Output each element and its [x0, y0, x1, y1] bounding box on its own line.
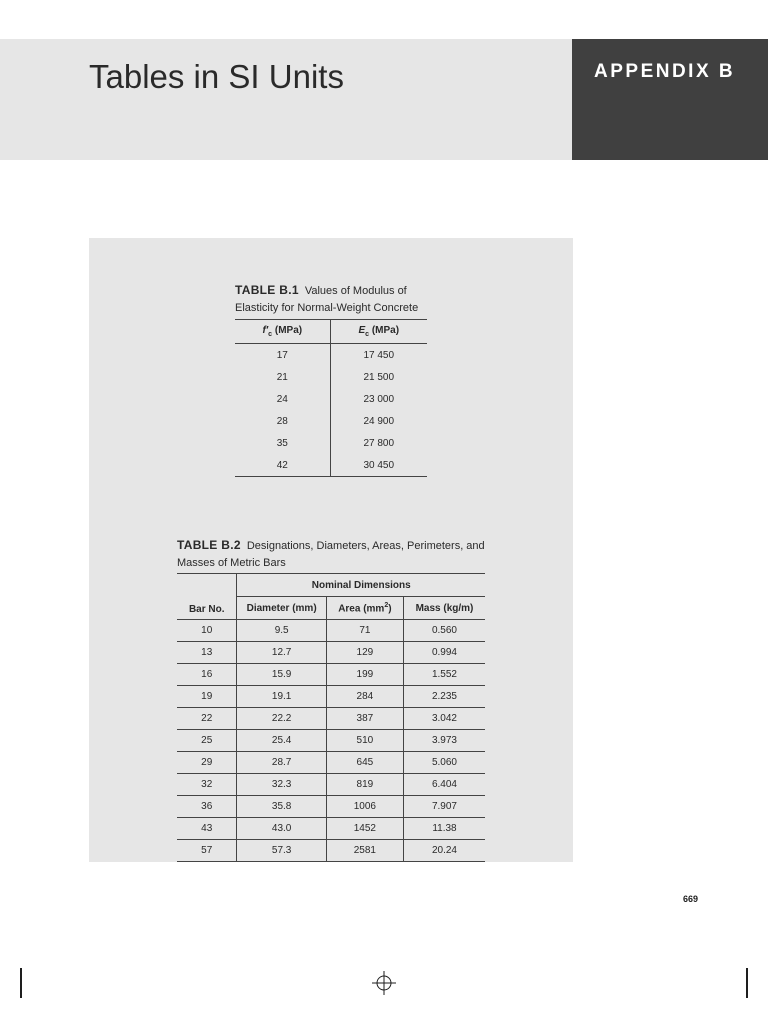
table-b1-caption-text: Values of Modulus of Elasticity for Normal-Weight Concrete: [235, 285, 419, 314]
table-b2-group-header: Nominal Dimensions: [237, 574, 485, 597]
table-b2-body: [177, 620, 485, 862]
table-row: [177, 752, 485, 774]
table-b2-col-bar: Bar No.: [177, 574, 237, 620]
diameter-cell: 43.0: [237, 818, 326, 840]
table-b1-tag: TABLE B.1: [235, 283, 299, 297]
table-row: [235, 454, 427, 477]
table-b1-body: [235, 344, 427, 477]
diameter-cell: 28.7: [237, 752, 326, 774]
mass-cell: 3.973: [403, 730, 485, 752]
bar-cell: 25: [177, 730, 237, 752]
mass-cell: 1.552: [403, 664, 485, 686]
crop-mark-left: [20, 968, 22, 998]
ec-subscript: c: [365, 331, 370, 338]
fc-subscript: c: [268, 331, 273, 338]
table-row: [235, 366, 427, 388]
mass-cell: 2.235: [403, 686, 485, 708]
fc-cell: 24: [235, 388, 330, 410]
bar-cell: 13: [177, 642, 237, 664]
diameter-cell: 9.5: [237, 620, 326, 642]
area-cell: 387: [326, 708, 403, 730]
appendix-box: [572, 39, 768, 160]
bar-cell: 19: [177, 686, 237, 708]
ec-unit: (MPa): [371, 325, 400, 336]
diameter-cell: 12.7: [237, 642, 326, 664]
area-prefix: Area (mm: [338, 603, 385, 615]
mass-cell: 6.404: [403, 774, 485, 796]
area-cell: 510: [326, 730, 403, 752]
crop-mark-right: [746, 968, 748, 998]
diameter-cell: 57.3: [237, 840, 326, 862]
table-b1-caption: [235, 282, 435, 317]
bar-cell: 29: [177, 752, 237, 774]
table-b1-header-row: [235, 320, 427, 344]
table-row: [177, 620, 485, 642]
table-b1-col-fc: [235, 320, 330, 344]
fc-cell: 17: [235, 344, 330, 367]
table-b2-col-mass: Mass (kg/m): [415, 602, 474, 614]
diameter-cell: 19.1: [237, 686, 326, 708]
diameter-cell: 32.3: [237, 774, 326, 796]
bar-cell: 43: [177, 818, 237, 840]
table-row: [177, 708, 485, 730]
mass-cell: 20.24: [403, 840, 485, 862]
fc-cell: 28: [235, 410, 330, 432]
fc-cell: 42: [235, 454, 330, 477]
appendix-label: APPENDIX B: [594, 61, 736, 82]
diameter-cell: 35.8: [237, 796, 326, 818]
bar-cell: 57: [177, 840, 237, 862]
mass-cell: 3.042: [403, 708, 485, 730]
fc-cell: 21: [235, 366, 330, 388]
bar-cell: 10: [177, 620, 237, 642]
table-row: [235, 388, 427, 410]
bar-cell: 36: [177, 796, 237, 818]
ec-cell: 24 900: [363, 415, 395, 427]
ec-cell: 27 800: [363, 437, 395, 449]
ec-cell: 21 500: [363, 371, 395, 383]
fc-unit: (MPa): [274, 325, 303, 336]
table-b2-caption: [177, 537, 487, 572]
bar-cell: 32: [177, 774, 237, 796]
table-b1: [235, 319, 427, 477]
ec-cell: 23 000: [363, 393, 395, 405]
table-b2-col-diameter: Diameter (mm): [237, 597, 326, 620]
page-title: Tables in SI Units: [89, 58, 344, 95]
mass-cell: 0.994: [403, 642, 485, 664]
table-b2: [177, 573, 485, 862]
fc-symbol: f′: [262, 325, 269, 336]
table-b2-col-area: [326, 597, 403, 620]
table-row: [235, 432, 427, 454]
table-b1-col-ec: [330, 320, 427, 344]
table-row: [177, 642, 485, 664]
table-row: [177, 774, 485, 796]
table-row: [177, 840, 485, 862]
area-sup: 2: [384, 601, 389, 609]
fc-cell: 35: [235, 432, 330, 454]
table-row: [235, 344, 427, 367]
mass-cell: 11.38: [403, 818, 485, 840]
table-b2-caption-text: Designations, Diameters, Areas, Perimeters, and Masses of Metric Bars: [177, 540, 485, 569]
area-cell: 1452: [326, 818, 403, 840]
bar-cell: 22: [177, 708, 237, 730]
table-row: [235, 410, 427, 432]
area-cell: 71: [326, 620, 403, 642]
mass-cell: 5.060: [403, 752, 485, 774]
area-cell: 2581: [326, 840, 403, 862]
table-row: [177, 730, 485, 752]
table-row: [177, 796, 485, 818]
ec-cell: 30 450: [363, 459, 395, 471]
area-cell: 129: [326, 642, 403, 664]
crosshair-icon: [372, 971, 396, 995]
table-row: [177, 686, 485, 708]
mass-cell: 7.907: [403, 796, 485, 818]
bar-cell: 16: [177, 664, 237, 686]
table-b2-group-row: [177, 574, 485, 597]
area-cell: 199: [326, 664, 403, 686]
ec-cell: 17 450: [363, 349, 395, 361]
mass-cell: 0.560: [403, 620, 485, 642]
table-row: [177, 664, 485, 686]
ec-symbol: E: [358, 325, 366, 336]
page-number: 669: [683, 894, 699, 904]
area-cell: 284: [326, 686, 403, 708]
diameter-cell: 15.9: [237, 664, 326, 686]
table-b2-tag: TABLE B.2: [177, 538, 241, 552]
area-cell: 645: [326, 752, 403, 774]
table-row: [177, 818, 485, 840]
area-cell: 1006: [326, 796, 403, 818]
area-cell: 819: [326, 774, 403, 796]
area-suffix: ): [388, 603, 392, 615]
diameter-cell: 22.2: [237, 708, 326, 730]
diameter-cell: 25.4: [237, 730, 326, 752]
